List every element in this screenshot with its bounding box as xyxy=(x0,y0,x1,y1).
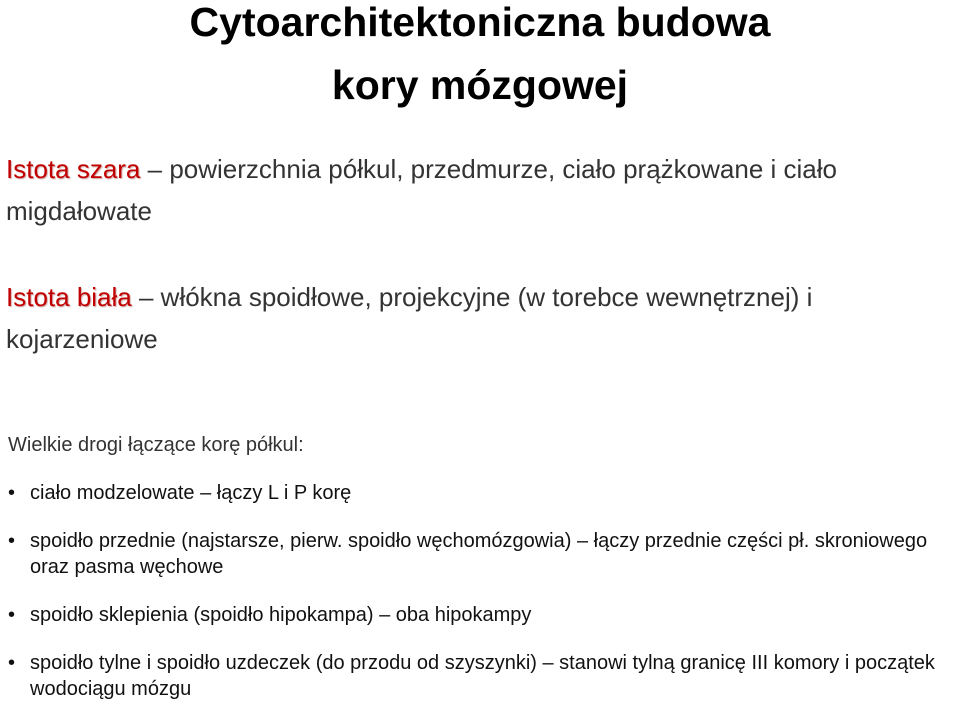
paragraph-text: powierzchnia półkul, przedmurze, ciało prążkowane i ciało migdałowate xyxy=(6,154,837,226)
bullet-icon: • xyxy=(8,652,16,674)
bullet-icon: • xyxy=(8,604,16,626)
bullet-icon: • xyxy=(8,482,16,504)
list-item-text: spoidło tylne i spoidło uzdeczek (do przodu od szyszynki) – stanowi tylną granicę III komory i początek wodociągu mózgu xyxy=(30,652,935,700)
list-item-text: spoidło sklepienia (spoidło hipokampa) – oba hipokampy xyxy=(30,604,532,626)
list-item xyxy=(8,528,958,580)
term-white-matter: Istota biała xyxy=(6,282,132,312)
paragraph-text: włókna spoidłowe, projekcyjne (w torebce wewnętrznej) i kojarzeniowe xyxy=(6,282,813,354)
list-item xyxy=(8,602,958,628)
slide-title-line-2: kory mózgowej xyxy=(331,62,629,108)
list-item xyxy=(8,650,958,702)
dash: – xyxy=(140,154,170,184)
dash: – xyxy=(131,282,161,312)
paragraph-gray-matter xyxy=(6,148,956,232)
slide-title-line-1: Cytoarchitektoniczna budowa xyxy=(189,0,771,45)
bullet-icon: • xyxy=(8,530,16,552)
section-heading: Wielkie drogi łączące korę półkul: xyxy=(8,434,304,456)
list-item xyxy=(8,480,958,506)
list-item-text: ciało modzelowate – łączy L i P korę xyxy=(30,482,352,504)
list-item-text: spoidło przednie (najstarsze, pierw. spoidło węchomózgowia) – łączy przednie części pł. skroniowego oraz pasma węchowe xyxy=(30,530,928,578)
paragraph-white-matter xyxy=(6,276,956,360)
term-gray-matter: Istota szara xyxy=(6,154,141,184)
